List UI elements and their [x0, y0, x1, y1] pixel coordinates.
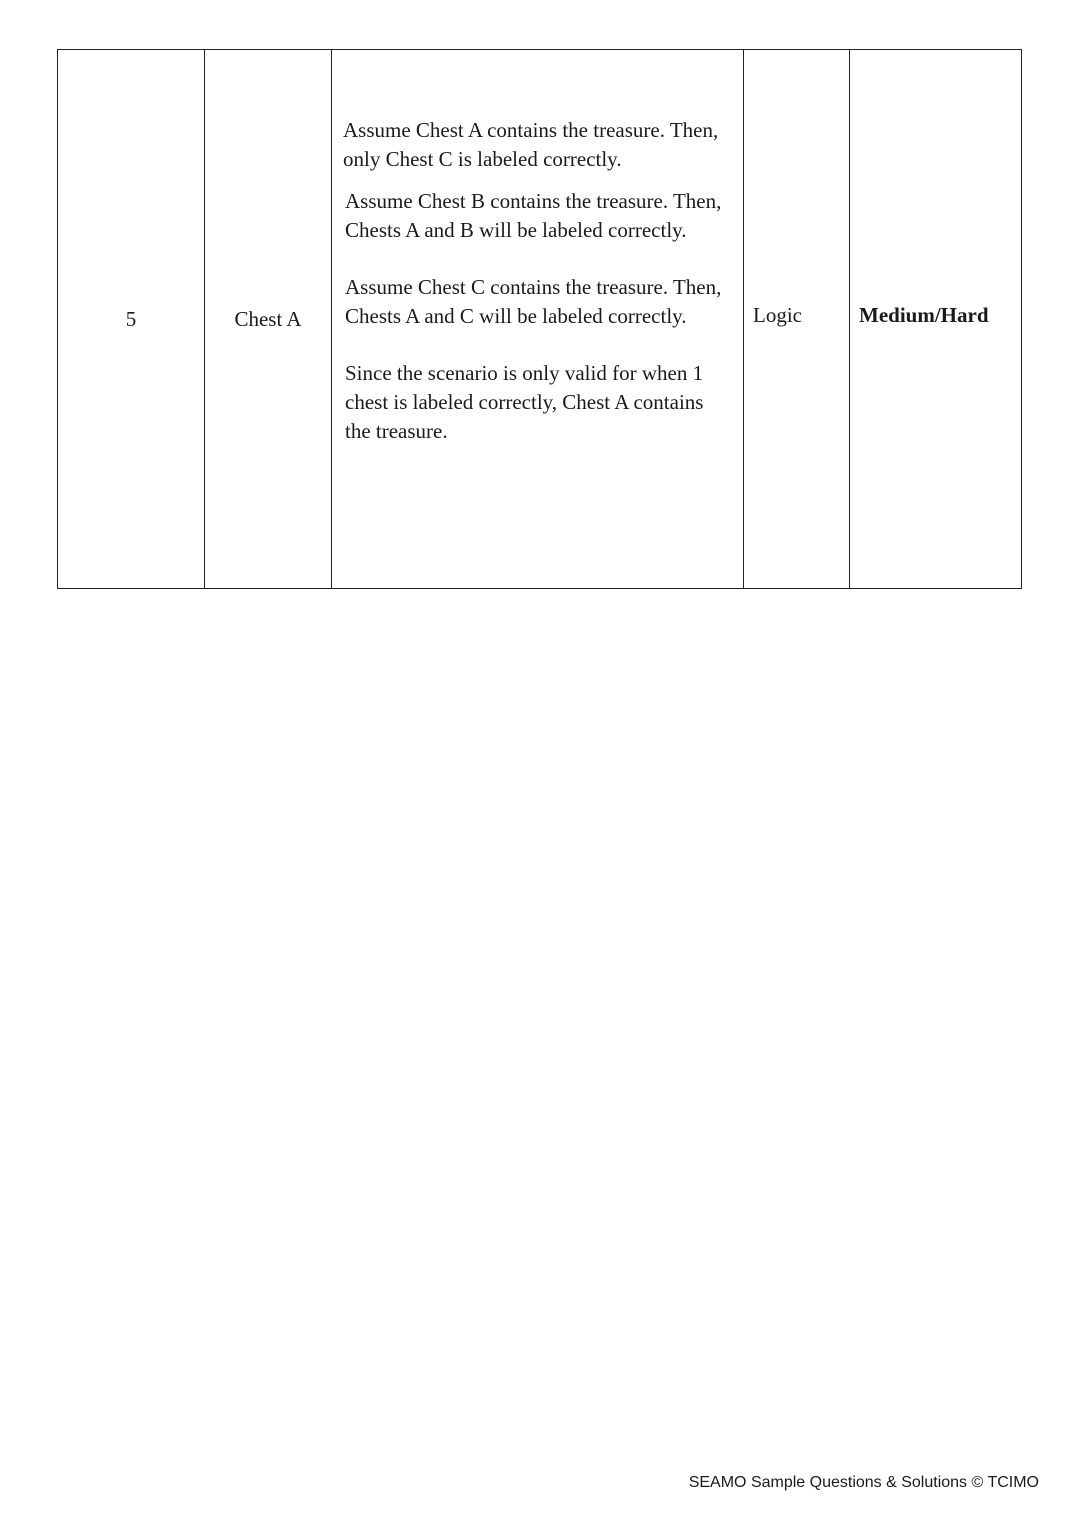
solution-paragraph: Since the scenario is only valid for when 1 chest is labeled correctly, Chest A contains the treasure. — [345, 361, 704, 443]
solution-table — [57, 49, 1022, 589]
topic-cell: Logic — [744, 50, 850, 589]
solution-paragraph: Assume Chest A contains the treasure. Then, only Chest C is labeled correctly. — [343, 118, 719, 171]
page-footer: SEAMO Sample Questions & Solutions © TCIMO — [688, 1474, 1039, 1491]
solution-paragraph: Assume Chest B contains the treasure. Then, Chests A and B will be labeled correctly. — [345, 189, 722, 242]
solution-paragraph: Assume Chest C contains the treasure. Then, Chests A and C will be labeled correctly. — [345, 275, 722, 328]
difficulty-cell: Medium/Hard — [850, 50, 1022, 589]
table-row — [58, 50, 1022, 589]
question-number: 5 — [58, 50, 205, 589]
solution-cell — [332, 50, 744, 589]
answer-cell: Chest A — [205, 50, 332, 589]
